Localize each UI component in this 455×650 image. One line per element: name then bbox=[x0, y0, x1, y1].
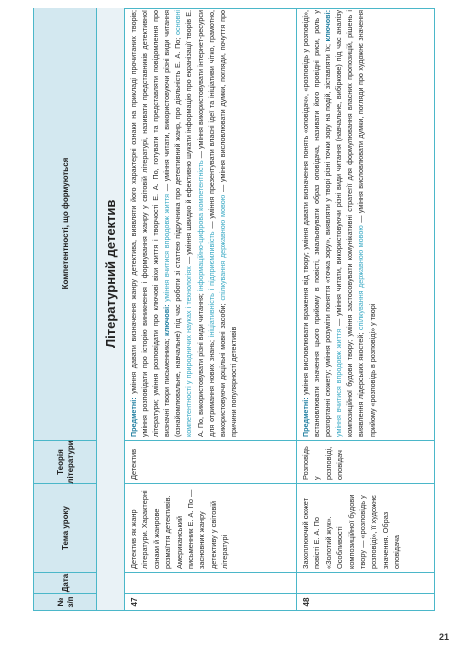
section-title: Літературний детектив bbox=[97, 8, 125, 610]
competence-segment: інформаційно-цифрова компетентність bbox=[195, 160, 205, 292]
competence-segment: — уміння висловлювати думки, погляди про художнє значення прийому «розповідь в розповіді» у творі bbox=[356, 9, 377, 437]
row-number: 47 bbox=[125, 593, 296, 610]
table-row bbox=[125, 8, 297, 610]
rotated-table-frame bbox=[33, 8, 435, 611]
header-topic: Тема уроку bbox=[34, 483, 97, 572]
competence-segment: ініціативність і підприємливість bbox=[206, 231, 216, 338]
row-theory: Розповідь у розповіді, оповідач bbox=[297, 440, 435, 483]
competence-segment: ключові: bbox=[162, 304, 172, 336]
competence-segment: уміння давати визначення жанру детектива, виявляти його характерні ознаки на прикладі прочитаних творів; уміння розповідати про історію виникнення і формування жанру у світовій літературі, називати представників детективної літератури; уміння розповідати про ключові віхи життя і творчості Е. А. По, готувати та представляти повідомлення про визначні твори письменника; bbox=[129, 10, 172, 437]
competence-segment: уміння висловлювати враження від твору; уміння давати визначення понять «оповідач», «розповідь у розповіді», встановлювати значення цього прийому в повісті, змальовувати образ оповідача, називати його провідні риси, роль у розгортанні сюжету; уміння розуміти поняття «точка зору», виявляти у творі різні точки зору на подій, зіставляти їх; bbox=[301, 10, 333, 437]
competence-segment: ключові: bbox=[323, 10, 333, 42]
header-competences: Компетентності, що формуються bbox=[60, 157, 70, 290]
lesson-plan-table bbox=[33, 8, 435, 611]
competence-segment: — уміння використовувати інтернет-ресурси для отримання нових знань; bbox=[195, 10, 216, 437]
competence-segment: спілкування державною мовою bbox=[217, 194, 227, 301]
competence-segment: — уміння висловлювати думки, погляди, почуття про причини популярності детективів bbox=[217, 9, 238, 437]
competence-segment: спілкування державною мовою bbox=[356, 225, 366, 331]
competence-segment: уміння вчитися впродовж життя bbox=[162, 193, 172, 305]
competence-segment: основні компетентності у природничих науках і технологіях bbox=[173, 10, 194, 437]
competence-segment: — уміння презентувати власні ідеї та ініціативи чітко, грамотно, використовуючи доцільні мовні засоби; bbox=[206, 9, 227, 437]
competence-segment: — уміння читати, використовуючи різні види читання (ознайомлювальне, навчальне) під час роботи зі статтею підручника про детективний жанр, про діяльність Е. А. По; bbox=[162, 9, 183, 437]
row-competences bbox=[125, 8, 296, 440]
table-row bbox=[297, 8, 435, 610]
row-topic: Детектив як жанр літератури. Характерні ознаки й жанрове розмаїття детективів. Американський письменник Е. А. По — засновник жанру детективу у світовій літературі bbox=[125, 483, 296, 572]
header-number: № з/п bbox=[34, 593, 97, 610]
competence-segment: — уміння читати, використовуючи різні види читання (навчальне, вибіркове) під час аналізу композиційної будови твору; уміння застосовувати комунікативні стратегії для формулювання власних пропозицій, рішень і виявлення лідерських якостей; bbox=[334, 10, 366, 437]
row-date bbox=[297, 572, 435, 593]
page-number: 21 bbox=[438, 632, 449, 642]
row-theory: Детектив bbox=[125, 440, 296, 483]
competence-segment: Предметні: bbox=[301, 397, 310, 437]
competence-segment: — уміння швидко й ефективно шукати інформацію про екранізації творів Е. А. По, використовувати різні види читання; bbox=[184, 10, 205, 437]
row-number: 48 bbox=[297, 593, 435, 610]
row-date bbox=[125, 572, 296, 593]
row-competences bbox=[297, 8, 435, 440]
competence-segment: уміння вчитися впродовж життя bbox=[334, 328, 344, 437]
header-date: Дата bbox=[34, 572, 97, 593]
table-header bbox=[34, 8, 97, 610]
row-topic: Захоплюючий сюжет повісті Е. А. По «Золотий жук». Особливості композиційної будови твору — «розповідь у розповіді», її художнє значення. Образ оповідача bbox=[297, 483, 435, 572]
header-theory: Теорія літератури bbox=[34, 440, 97, 483]
competence-segment: Предметні: bbox=[129, 397, 138, 437]
